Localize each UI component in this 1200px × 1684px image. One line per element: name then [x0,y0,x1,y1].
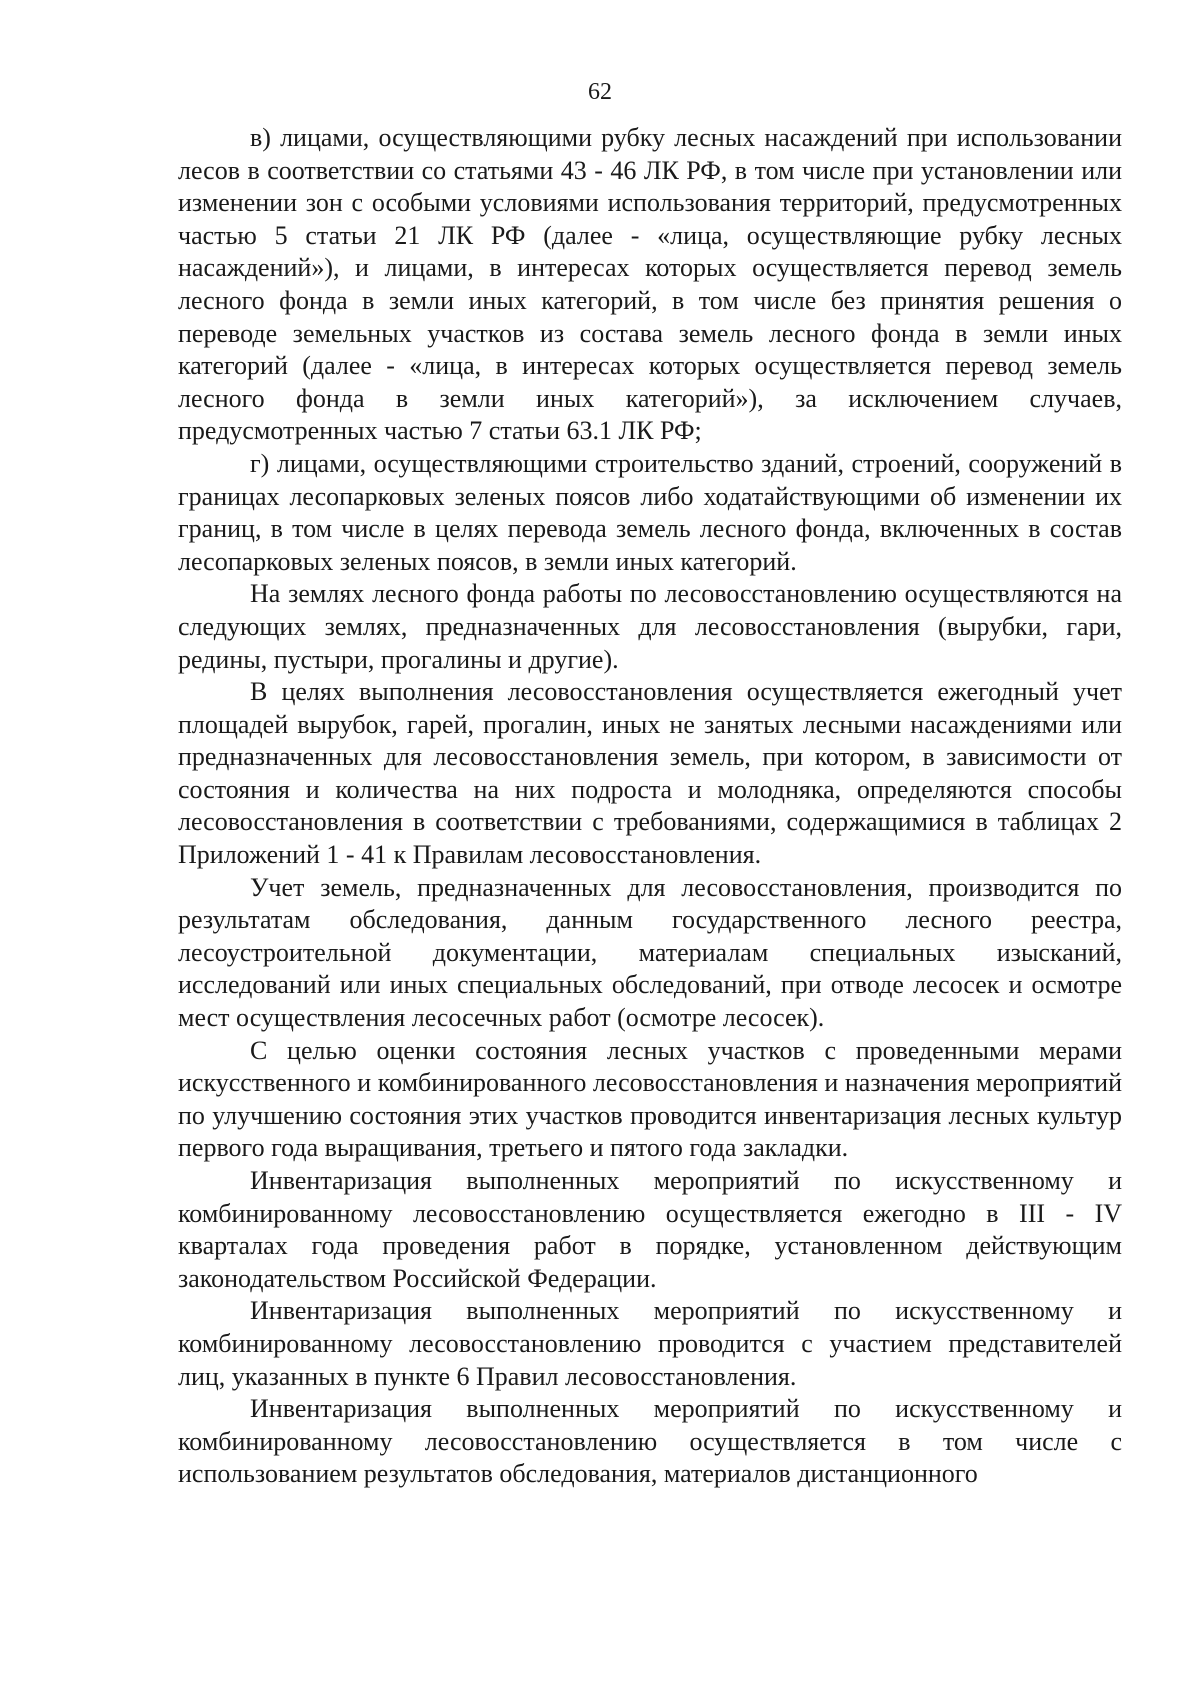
paragraph-lands: На землях лесного фонда работы по лесовосстановлению осуществляются на следующих землях, предназначенных для лесовосстановления (вырубки, гари, редины, пустыри, прогалины и другие). [178,579,1122,674]
paragraph-land-accounting: Учет земель, предназначенных для лесовосстановления, производится по результатам обследования, данным государственного лесного реестра, лесоустроительной документации, материалам специальных изысканий, исследований или иных специальных обследований, при отводе лесосек и осмотре мест осуществления лесосечных работ (осмотре лесосек). [178,872,1122,1033]
paragraph-inventory-timing: Инвентаризация выполненных мероприятий по искусственному и комбинированному лесовосстановлению осуществляется ежегодно в III - IV кварталах года проведения работ в порядке, установленном действующим законодательством Российской Федерации. [178,1166,1122,1293]
paragraph-v: в) лицами, осуществляющими рубку лесных насаждений при использовании лесов в соответствии со статьями 43 - 46 ЛК РФ, в том числе при установлении или изменении зон с особыми условиями использования территорий, предусмотренных частью 5 статьи 21 ЛК РФ (далее - «лица, осуществляющие рубку лесных насаждений»), и лицами, в интересах которых осуществляется перевод земель лесного фонда в земли иных категорий, в том числе без принятия решения о переводе земельных участков из состава земель лесного фонда в земли иных категорий (далее - «лица, в интересах которых осуществляется перевод земель лесного фонда в земли иных категорий»), за исключением случаев, предусмотренных частью 7 статьи 63.1 ЛК РФ; [178,123,1122,446]
paragraph-inventory-methods: Инвентаризация выполненных мероприятий по искусственному и комбинированному лесовосстановлению осуществляется в том числе с использованием результатов обследования, материалов дистанционного [178,1394,1122,1489]
paragraph-g: г) лицами, осуществляющими строительство зданий, строений, сооружений в границах лесопарковых зеленых поясов либо ходатайствующими об изменении их границ, в том числе в целях перевода земель лесного фонда, включенных в состав лесопарковых зеленых поясов, в земли иных категорий. [178,448,1122,576]
page-number: 62 [588,79,612,105]
paragraph-inventory-participants: Инвентаризация выполненных мероприятий по искусственному и комбинированному лесовосстановлению проводится с участием представителей лиц, указанных в пункте 6 Правил лесовосстановления. [178,1296,1122,1391]
document-body [178,122,1122,1491]
paragraph-annual-accounting: В целях выполнения лесовосстановления осуществляется ежегодный учет площадей вырубок, гарей, прогалин, иных не занятых лесными насаждениями или предназначенных для лесовосстановления земель, при котором, в зависимости от состояния и количества на них подроста и молодняка, определяются способы лесовосстановления в соответствии с требованиями, содержащимися в таблицах 2 Приложений 1 - 41 к Правилам лесовосстановления. [178,677,1122,870]
paragraph-condition-assessment: С целью оценки состояния лесных участков с проведенными мерами искусственного и комбинированного лесовосстановления и назначения мероприятий по улучшению состояния этих участков проводится инвентаризация лесных культур первого года выращивания, третьего и пятого года закладки. [178,1035,1122,1163]
